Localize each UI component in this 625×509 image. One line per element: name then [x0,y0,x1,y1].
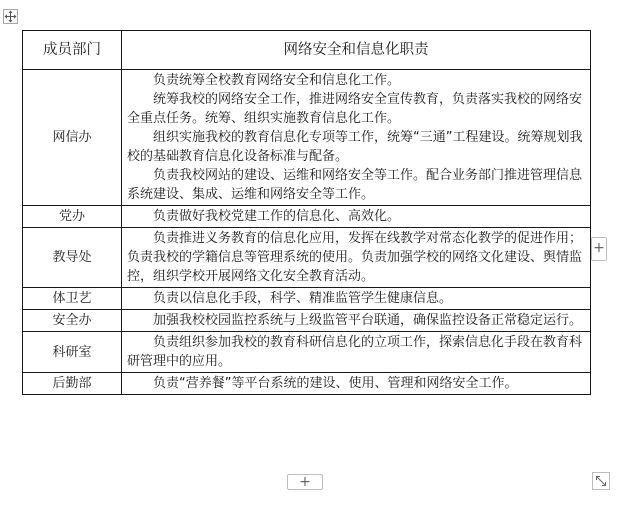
duty-cell[interactable] [122,332,591,373]
duty-paragraph: 负责统筹全校教育网络安全和信息化工作。 [153,73,401,88]
table-row [23,332,591,373]
header-duty[interactable]: 网络安全和信息化职责 [122,31,591,70]
table-header-row [23,31,591,70]
duty-paragraph: 负责我校网站的建设、运维和网络安全等工作。配合业务部门推进管理信息系统建设、集成、运维和网络安全等工作。 [127,168,583,202]
duty-paragraph: 负责组织参加我校的教育科研信息化的立项工作，探索信息化手段在教育科研管理中的应用。 [127,335,583,369]
duty-cell[interactable] [122,373,591,395]
header-dept[interactable]: 成员部门 [23,31,122,70]
table-resize-handle[interactable] [592,472,610,490]
duty-paragraph: 负责推进义务教育的信息化应用，发挥在线教学对常态化教学的促进作用；负责我校的学籍信息等管理系统的使用。负责加强学校的网络文化建设、舆情监控，组织学校开展网络文化安全教育活动。 [127,231,583,284]
add-row-button[interactable]: + [287,474,323,490]
dept-cell[interactable]: 教导处 [23,228,122,288]
duty-paragraph: 负责做好我校党建工作的信息化、高效化。 [153,209,401,224]
table-row [23,206,591,228]
responsibility-table [22,30,591,395]
table-row [23,310,591,332]
duty-paragraph: 负责以信息化手段，科学、精准监管学生健康信息。 [153,291,453,306]
duty-cell[interactable] [122,70,591,206]
table-row [23,228,591,288]
dept-cell[interactable]: 党办 [23,206,122,228]
dept-cell[interactable]: 体卫艺 [23,288,122,310]
move-arrows-icon [4,10,17,23]
table-move-handle[interactable] [3,9,18,24]
dept-cell[interactable]: 网信办 [23,70,122,206]
table-row [23,288,591,310]
duty-cell[interactable] [122,310,591,332]
table-row [23,70,591,206]
duty-cell[interactable] [122,206,591,228]
duty-cell[interactable] [122,228,591,288]
duty-paragraph: 统筹我校的网络安全工作，推进网络安全宣传教育，负责落实我校的网络安全重点任务。统筹、组织实施教育信息化工作。 [127,92,583,126]
duty-paragraph: 组织实施我校的教育信息化专项等工作，统筹“三通”工程建设。统筹规划我校的基础教育信息化设备标准与配备。 [127,130,583,164]
dept-cell[interactable]: 后勤部 [23,373,122,395]
resize-arrow-icon [595,475,607,487]
duty-paragraph: 加强我校校园监控系统与上级监管平台联通，确保监控设备正常稳定运行。 [153,313,583,328]
add-column-button[interactable]: + [591,237,607,261]
table-row [23,373,591,395]
dept-cell[interactable]: 安全办 [23,310,122,332]
dept-cell[interactable]: 科研室 [23,332,122,373]
duty-cell[interactable] [122,288,591,310]
duty-paragraph: 负责“营养餐”等平台系统的建设、使用、管理和网络安全工作。 [153,376,518,391]
